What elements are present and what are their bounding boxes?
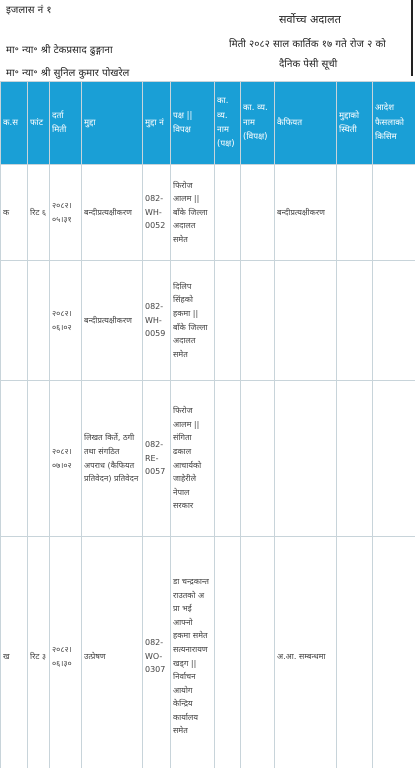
remarks-cell [275,381,337,537]
column-header: मुद्दा नं [143,82,171,165]
column-header: फांट [28,82,50,165]
list-title: दैनिक पेसी सूची [279,59,338,70]
serial-cell [1,261,28,381]
status-cell [337,381,373,537]
serial-cell [1,381,28,537]
order-type-cell [373,537,415,768]
case-number-cell: 082-WO-0307 [143,537,171,768]
table-row [1,165,415,261]
bench-cell: रिट ६ [28,165,50,261]
serial-cell: क [1,165,28,261]
parties-cell: फिरोज आलम || बाँके जिल्ला अदालत समेत [171,165,215,261]
parties-cell: डा चन्द्रकान्त राउतको अ प्रा भई आफ्नो हकमा समेत सत्यनारायण खड्ग || निर्वाचन आयोग केन्द्रिय कार्यालय समेत [171,537,215,768]
judge-name: मा॰ न्या॰ श्री टेकप्रसाद ढुङ्गाना [6,45,113,56]
bench-cell: रिट ३ [28,537,50,768]
bench-cell [28,381,50,537]
column-header: पक्ष || विपक्ष [171,82,215,165]
lawyer-defendant-cell [241,381,275,537]
registration-date-cell: २०८२।०६।०२ [50,261,82,381]
parties-cell: फिरोज आलम || संगिता ढकाल आचार्यको जाहेरीले नेपाल सरकार [171,381,215,537]
judge-name: मा॰ न्या॰ श्री सुनिल कुमार पोखरेल [6,68,130,79]
cause-list-table [0,81,415,768]
column-header: का. व्य. नाम (विपक्ष) [241,82,275,165]
lawyer-plaintiff-cell [215,165,241,261]
case-type-cell: उत्प्रेषण [82,537,143,768]
column-header: दर्ता मिती [50,82,82,165]
lawyer-plaintiff-cell [215,381,241,537]
serial-cell: ख [1,537,28,768]
table-header-row [1,82,415,165]
table-row [1,381,415,537]
lawyer-plaintiff-cell [215,537,241,768]
parties-cell: दिलिप सिंहको हकमा || बाँके जिल्ला अदालत समेत [171,261,215,381]
case-number-cell: 082-WH-0052 [143,165,171,261]
bench-cell [28,261,50,381]
case-number-cell: 082-WH-0059 [143,261,171,381]
registration-date-cell: २०८२।०७।०२ [50,381,82,537]
column-header: क.स [1,82,28,165]
remarks-cell: अ.आ. सम्बन्धमा [275,537,337,768]
lawyer-defendant-cell [241,537,275,768]
column-header: का. व्य. नाम (पक्ष) [215,82,241,165]
column-header: कैफियत [275,82,337,165]
order-type-cell [373,261,415,381]
page-edge-divider [411,0,413,76]
date-line: मिती २०८२ साल कार्तिक १७ गते रोज २ को [229,39,386,50]
lawyer-defendant-cell [241,165,275,261]
remarks-cell: बन्दीप्रत्यक्षीकरण [275,165,337,261]
remarks-cell [275,261,337,381]
case-number-cell: 082-RE-0057 [143,381,171,537]
table-row [1,537,415,768]
case-type-cell: बन्दीप्रत्यक्षीकरण [82,261,143,381]
order-type-cell [373,381,415,537]
court-name: सर्वोच्च अदालत [279,13,341,26]
case-type-cell: लिखत किर्ते, ठगी तथा संगठित अपराध (कैफियत प्रतिवेदन) प्रतिवेदन [82,381,143,537]
column-header: मुद्दा [82,82,143,165]
column-header: मुद्दाको स्थिती [337,82,373,165]
column-header: आदेश फैसलाको किसिम [373,82,415,165]
lawyer-plaintiff-cell [215,261,241,381]
table-row [1,261,415,381]
status-cell [337,261,373,381]
order-type-cell [373,165,415,261]
registration-date-cell: २०८२।०५।३१ [50,165,82,261]
status-cell [337,537,373,768]
registration-date-cell: २०८२।०६।३० [50,537,82,768]
case-type-cell: बन्दीप्रत्यक्षीकरण [82,165,143,261]
court-number: इजलास नं १ [6,5,52,16]
status-cell [337,165,373,261]
lawyer-defendant-cell [241,261,275,381]
